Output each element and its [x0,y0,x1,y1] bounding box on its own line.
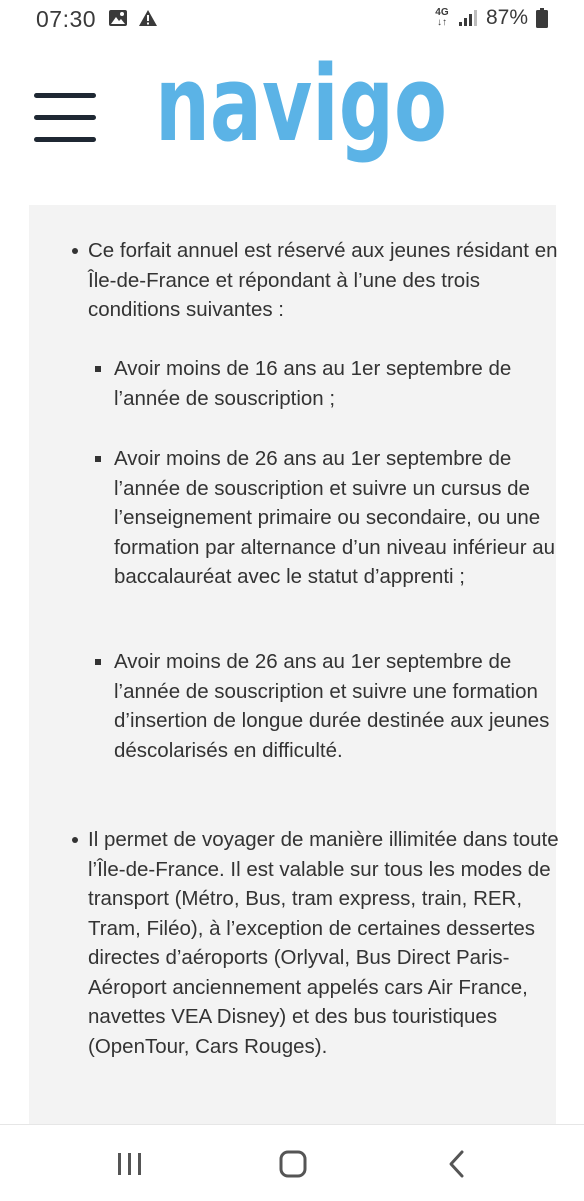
status-right [434,6,548,30]
bullet-square [95,366,101,372]
content-panel [29,205,559,1130]
network-arrows: ↓↑ [436,17,447,28]
bullet-dot [72,248,78,254]
condition-item [114,647,574,765]
condition-text: Avoir moins de 26 ans au 1er septembre de l’année de souscription et suivre une formation d’insertion de longue durée destinée aux jeunes déscolarisés en difficulté. [114,650,550,762]
bullet-dot [72,837,78,843]
menu-line [34,115,96,120]
menu-line [34,137,96,142]
navigo-logo[interactable] [155,43,450,172]
battery-percent: 87% [485,6,528,29]
recents-icon[interactable] [109,1147,149,1181]
navigation-bar [0,1124,584,1201]
back-icon[interactable] [437,1147,477,1181]
notification-icons [108,9,158,27]
signal-icon [458,9,478,27]
network-type [434,8,450,28]
status-bar [0,0,584,44]
bullet-square [95,456,101,462]
image-notification-icon [108,9,128,27]
hamburger-menu-icon[interactable] [34,93,96,143]
status-time: 07:30 [36,6,97,32]
battery-icon [536,8,548,28]
network-type-label: 4G [435,7,449,18]
list-item [88,825,568,1061]
bullet-square [95,659,101,665]
logo-text: navigo [155,43,447,165]
menu-line [34,93,96,98]
warning-icon [138,9,158,27]
condition-item [114,444,574,592]
bullet-text: Ce forfait annuel est réservé aux jeunes résidant en Île-de-France et répondant à l’une des trois conditions suivantes : [88,239,558,321]
condition-item [114,354,574,413]
list-item [88,236,568,325]
home-icon[interactable] [273,1147,313,1181]
condition-text: Avoir moins de 26 ans au 1er septembre de l’année de souscription et suivre un cursus de l’enseignement primaire ou secondaire, ou une formation par alternance d’un niveau inférieur au baccalauréat avec le statut d’apprenti ; [114,447,556,588]
bullet-text: Il permet de voyager de manière illimitée dans toute l’Île-de-France. Il est valable sur tous les modes de transport (Métro, Bus, tram express, train, RER, Tram, Filéo), à l’exception de certaines dessertes directes d’aéroports (Orlyval, Bus Direct Paris-Aéroport anciennement appelés cars Air France, navettes VEA Disney) et des bus touristiques (OpenTour, Cars Rouges). [88,828,559,1058]
condition-text: Avoir moins de 16 ans au 1er septembre de l’année de souscription ; [114,357,512,410]
